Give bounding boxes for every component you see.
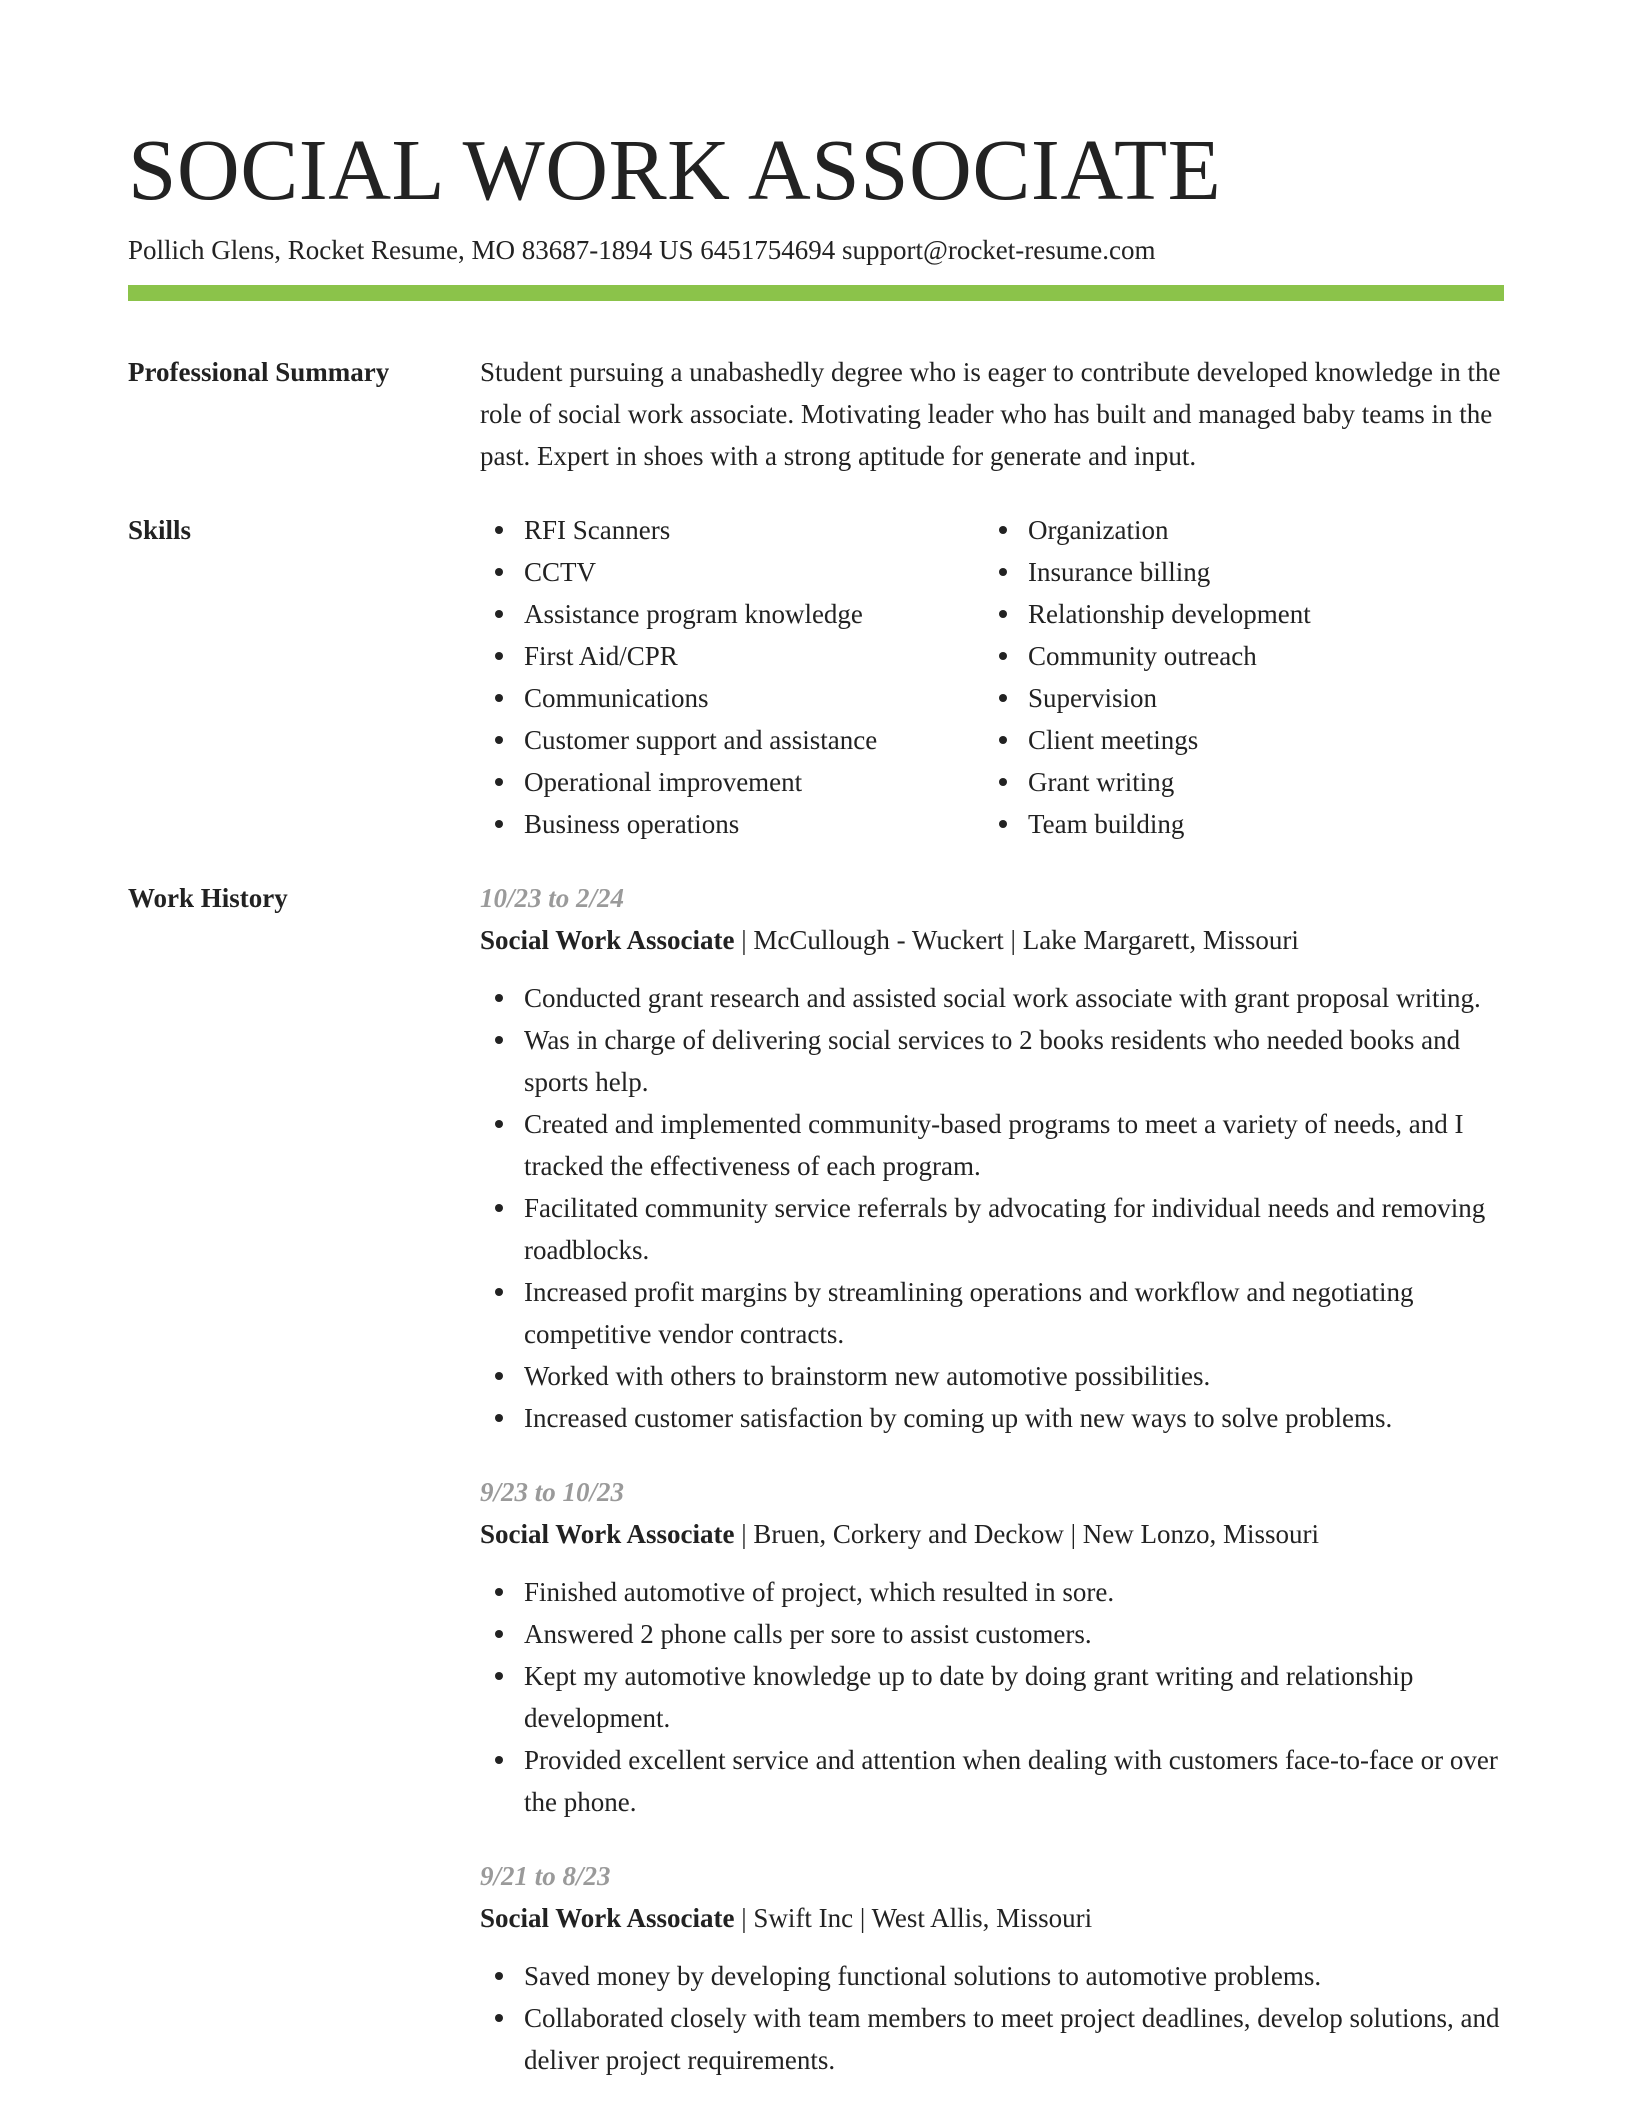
job-bullet: Was in charge of delivering social services to 2 books residents who needed books and sports help. (480, 1019, 1504, 1103)
job-location: New Lonzo, Missouri (1082, 1519, 1319, 1549)
job-bullet: Increased customer satisfaction by coming up with new ways to solve problems. (480, 1397, 1504, 1439)
section-label: Professional Summary (128, 357, 390, 387)
skill-item: Assistance program knowledge (480, 593, 984, 635)
job-bullet-list (480, 1955, 1504, 2081)
job-heading (480, 919, 1504, 961)
job-company: Bruen, Corkery and Deckow (753, 1519, 1064, 1549)
skill-item: RFI Scanners (480, 509, 984, 551)
job-heading (480, 1513, 1504, 1555)
job-bullet: Created and implemented community-based programs to meet a variety of needs, and I tracked the effectiveness of each program. (480, 1103, 1504, 1187)
professional-summary-section (128, 351, 1504, 477)
job-bullet-list (480, 977, 1504, 1439)
skills-column-left (480, 509, 984, 845)
job-title: Social Work Associate (480, 925, 735, 955)
skill-item: Supervision (984, 677, 1488, 719)
skills-column-right (984, 509, 1488, 845)
job-entry (480, 1855, 1504, 2081)
skill-item: Communications (480, 677, 984, 719)
skill-item: Team building (984, 803, 1488, 845)
job-location: Lake Margarett, Missouri (1022, 925, 1299, 955)
job-title: Social Work Associate (480, 1519, 735, 1549)
section-label: Work History (128, 883, 288, 913)
job-bullet: Kept my automotive knowledge up to date by doing grant writing and relationship development. (480, 1655, 1504, 1739)
skill-item: CCTV (480, 551, 984, 593)
separator: | (853, 1903, 872, 1933)
skills-columns (480, 509, 1504, 845)
skills-section (128, 509, 1504, 845)
skill-item: First Aid/CPR (480, 635, 984, 677)
job-location: West Allis, Missouri (871, 1903, 1093, 1933)
job-bullet: Facilitated community service referrals by advocating for individual needs and removing roadblocks. (480, 1187, 1504, 1271)
job-bullet: Answered 2 phone calls per sore to assist customers. (480, 1613, 1504, 1655)
skill-item: Operational improvement (480, 761, 984, 803)
separator: | (1063, 1519, 1083, 1549)
job-bullet: Finished automotive of project, which resulted in sore. (480, 1571, 1504, 1613)
job-dates: 9/23 to 10/23 (480, 1477, 625, 1507)
skill-item: Insurance billing (984, 551, 1488, 593)
separator: | (734, 925, 754, 955)
job-company: McCullough - Wuckert (753, 925, 1004, 955)
skill-item: Client meetings (984, 719, 1488, 761)
job-company: Swift Inc (753, 1903, 854, 1933)
job-bullet: Saved money by developing functional solutions to automotive problems. (480, 1955, 1504, 1997)
skill-item: Business operations (480, 803, 984, 845)
summary-text: Student pursuing a unabashedly degree who is eager to contribute developed knowledge in the role of social work associate. Motivating leader who has built and managed baby teams in the past. Expert in shoes with a strong aptitude for generate and input. (480, 357, 1501, 471)
job-entry (480, 1471, 1504, 1823)
separator: | (1003, 925, 1023, 955)
skill-item: Customer support and assistance (480, 719, 984, 761)
section-label: Skills (128, 515, 192, 545)
resume-page (128, 120, 1504, 2112)
job-dates: 10/23 to 2/24 (480, 883, 625, 913)
job-heading (480, 1897, 1504, 1939)
job-bullet: Increased profit margins by streamlining operations and workflow and negotiating competitive vendor contracts. (480, 1271, 1504, 1355)
work-history-section (128, 877, 1504, 2112)
job-bullet: Worked with others to brainstorm new automotive possibilities. (480, 1355, 1504, 1397)
skill-item: Grant writing (984, 761, 1488, 803)
job-bullet: Provided excellent service and attention when dealing with customers face-to-face or over the phone. (480, 1739, 1504, 1823)
resume-name: SOCIAL WORK ASSOCIATE (128, 121, 1222, 218)
skill-item: Community outreach (984, 635, 1488, 677)
job-dates: 9/21 to 8/23 (480, 1861, 611, 1891)
job-bullet-list (480, 1571, 1504, 1823)
header-divider (128, 285, 1504, 301)
skill-item: Organization (984, 509, 1488, 551)
separator: | (734, 1903, 754, 1933)
separator: | (734, 1519, 754, 1549)
contact-line: Pollich Glens, Rocket Resume, MO 83687-1894 US 6451754694 support@rocket-resume.com (128, 235, 1156, 265)
job-bullet: Collaborated closely with team members to meet project deadlines, develop solutions, and deliver project requirements. (480, 1997, 1504, 2081)
job-entry (480, 877, 1504, 1439)
skill-item: Relationship development (984, 593, 1488, 635)
job-title: Social Work Associate (480, 1903, 735, 1933)
job-bullet: Conducted grant research and assisted social work associate with grant proposal writing. (480, 977, 1504, 1019)
work-history-list (480, 877, 1504, 2112)
